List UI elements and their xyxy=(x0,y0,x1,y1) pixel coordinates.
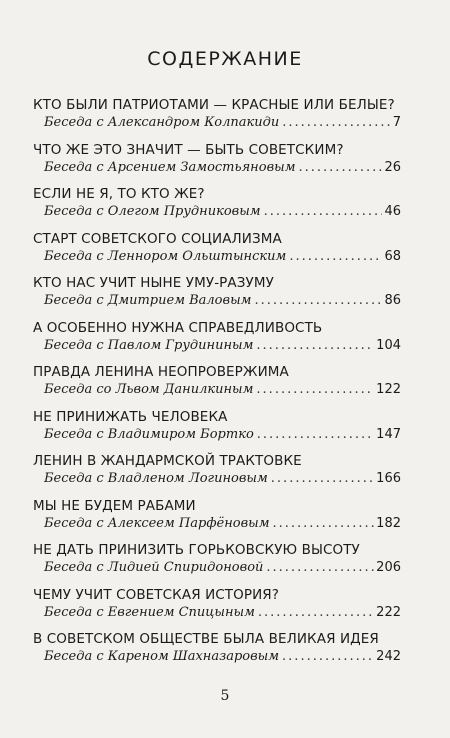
dot-leader xyxy=(258,604,374,622)
toc-heading: СТАРТ СОВЕТСКОГО СОЦИАЛИЗМА xyxy=(33,230,282,247)
toc-page-number: 7 xyxy=(392,115,401,130)
toc-page-number: 104 xyxy=(376,337,401,353)
toc-entry xyxy=(33,586,401,631)
toc-entry xyxy=(33,185,401,230)
toc-subtitle: Беседа со Львом Данилкиным xyxy=(44,382,254,397)
dot-leader xyxy=(271,470,374,488)
table-of-contents xyxy=(33,96,401,675)
toc-page-number: 46 xyxy=(384,204,401,219)
toc-subline xyxy=(33,114,401,132)
toc-subtitle: Беседа с Леннором Ольштынским xyxy=(44,248,287,264)
toc-subtitle: Беседа с Лидией Спиридоновой xyxy=(44,560,264,575)
toc-page-number: 242 xyxy=(376,649,401,664)
dot-leader xyxy=(257,426,374,444)
toc-subtitle: Беседа с Алексеем Парфёновым xyxy=(44,515,270,531)
toc-subtitle: Беседа с Владленом Логиновым xyxy=(44,471,268,486)
toc-subline xyxy=(33,248,401,266)
toc-subline xyxy=(33,648,401,666)
toc-subtitle: Беседа с Олегом Прудниковым xyxy=(44,204,261,219)
dot-leader xyxy=(282,648,374,666)
toc-entry xyxy=(33,541,401,586)
toc-subline xyxy=(33,470,401,488)
toc-heading: КТО БЫЛИ ПАТРИОТАМИ — КРАСНЫЕ ИЛИ БЕЛЫЕ? xyxy=(33,97,395,113)
dot-leader xyxy=(282,114,390,132)
toc-entry xyxy=(33,230,401,275)
dot-leader xyxy=(289,248,382,266)
toc-page-number: 222 xyxy=(376,604,401,620)
toc-entry xyxy=(33,96,401,141)
toc-subtitle: Беседа с Арсением Замостьяновым xyxy=(44,159,296,175)
toc-subtitle: Беседа с Владимиром Бортко xyxy=(44,426,254,442)
toc-subline xyxy=(33,426,401,444)
toc-subline xyxy=(33,604,401,622)
dot-leader xyxy=(273,515,375,533)
toc-heading: ЧТО ЖЕ ЭТО ЗНАЧИТ — БЫТЬ СОВЕТСКИМ? xyxy=(33,141,344,158)
toc-subline xyxy=(33,292,401,310)
toc-entry xyxy=(33,630,401,675)
toc-heading: ЕСЛИ НЕ Я, ТО КТО ЖЕ? xyxy=(33,186,205,202)
toc-entry xyxy=(33,497,401,542)
toc-subline xyxy=(33,159,401,177)
page-title: СОДЕРЖАНИЕ xyxy=(147,48,303,70)
toc-subline xyxy=(33,337,401,355)
toc-heading: ЛЕНИН В ЖАНДАРМСКОЙ ТРАКТОВКЕ xyxy=(33,453,302,469)
folio-page-number: 5 xyxy=(220,688,230,704)
toc-heading: КТО НАС УЧИТ НЫНЕ УМУ-РАЗУМУ xyxy=(33,275,274,291)
toc-subline xyxy=(33,559,401,577)
toc-subline xyxy=(33,381,401,399)
toc-subline xyxy=(33,515,401,533)
dot-leader xyxy=(256,381,374,399)
toc-entry xyxy=(33,274,401,319)
toc-page-number: 147 xyxy=(376,426,401,442)
toc-entry xyxy=(33,363,401,408)
toc-page-number: 182 xyxy=(376,515,401,531)
toc-heading: ЧЕМУ УЧИТ СОВЕТСКАЯ ИСТОРИЯ? xyxy=(33,586,280,603)
toc-entry xyxy=(33,141,401,186)
toc-heading: МЫ НЕ БУДЕМ РАБАМИ xyxy=(33,497,196,514)
toc-subtitle: Беседа с Евгением Спицыным xyxy=(44,604,255,620)
toc-heading: НЕ ПРИНИЖАТЬ ЧЕЛОВЕКА xyxy=(33,408,228,425)
toc-heading: ПРАВДА ЛЕНИНА НЕОПРОВЕРЖИМА xyxy=(33,364,289,380)
toc-entry xyxy=(33,452,401,497)
toc-heading: А ОСОБЕННО НУЖНА СПРАВЕДЛИВОСТЬ xyxy=(33,319,323,336)
toc-subtitle: Беседа с Дмитрием Валовым xyxy=(44,293,252,308)
toc-subtitle: Беседа с Александром Колпакиди xyxy=(44,115,280,130)
toc-entry xyxy=(33,319,401,364)
toc-page-number: 122 xyxy=(376,382,401,397)
toc-subtitle: Беседа с Кареном Шахназаровым xyxy=(44,649,280,664)
toc-page-number: 26 xyxy=(384,159,401,175)
dot-leader xyxy=(299,159,383,177)
toc-subline xyxy=(33,203,401,221)
toc-subtitle: Беседа с Павлом Грудининым xyxy=(44,337,254,353)
toc-page-number: 86 xyxy=(384,293,401,308)
toc-page-number: 166 xyxy=(376,471,401,486)
dot-leader xyxy=(254,292,382,310)
dot-leader xyxy=(266,559,374,577)
toc-entry xyxy=(33,408,401,453)
toc-heading: В СОВЕТСКОМ ОБЩЕСТВЕ БЫЛА ВЕЛИКАЯ ИДЕЯ xyxy=(33,631,379,647)
toc-page-number: 206 xyxy=(376,560,401,575)
dot-leader xyxy=(256,337,374,355)
toc-heading: НЕ ДАТЬ ПРИНИЗИТЬ ГОРЬКОВСКУЮ ВЫСОТУ xyxy=(33,542,360,558)
dot-leader xyxy=(264,203,383,221)
toc-page-number: 68 xyxy=(384,248,401,264)
